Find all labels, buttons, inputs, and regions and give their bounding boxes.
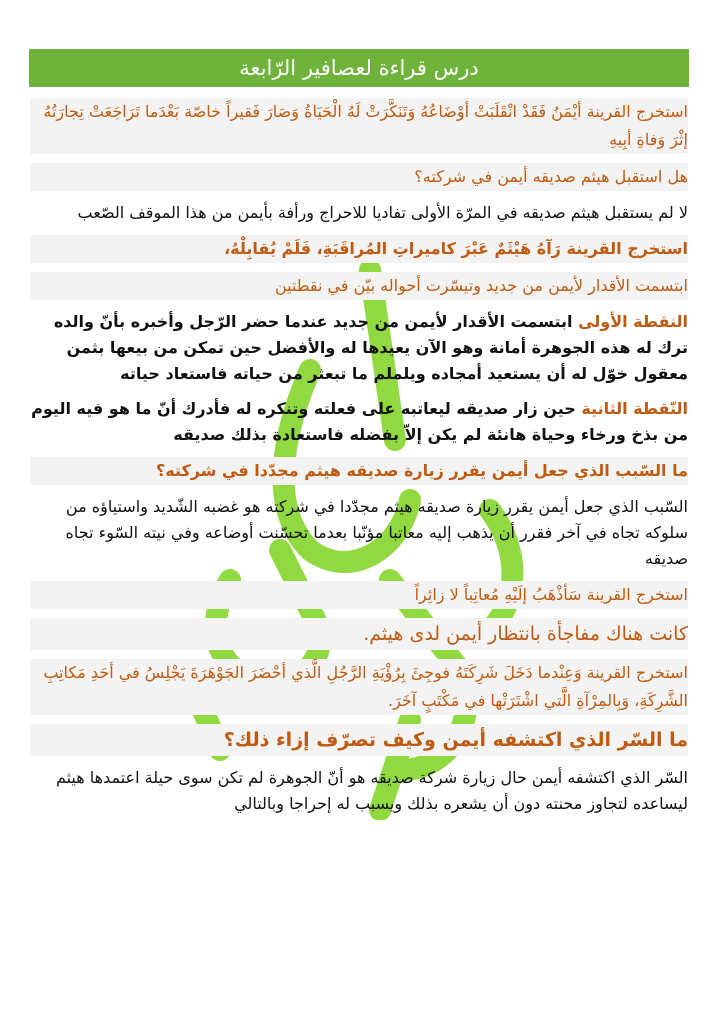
- section-14: [30, 765, 688, 817]
- section-12: [30, 659, 688, 715]
- title-banner: [29, 49, 689, 87]
- question-heading: هل استقبل هيثم صديقه أيمن في شركته؟: [30, 163, 688, 191]
- section-3: [30, 200, 688, 226]
- question-heading: ما السّبب الذي جعل أيمن يقرر زيارة صديقه هيثم مجدّدا في شركته؟: [30, 457, 688, 485]
- question-heading: ابتسمت الأقدار لأيمن من جديد وتيسّرت أحواله بيّن في نقطتين: [30, 272, 688, 300]
- point-label: النّقطة الثانية: [581, 399, 688, 418]
- section-7: [30, 396, 688, 448]
- section-11: [30, 618, 688, 650]
- question-heading: ما السّر الذي اكتشفه أيمن وكيف تصرّف إزاء ذلك؟: [30, 724, 688, 756]
- point-label: النقطة الأولى: [578, 312, 688, 331]
- section-13: [30, 724, 688, 756]
- section-1: [30, 98, 688, 154]
- section-9: [30, 494, 688, 572]
- section-10: [30, 581, 688, 609]
- evidence-prompt: استخرج القرينة وَعِنْدما دَخَلَ شَرِكَتَهُ فوجِئَ بِرُؤْيَةِ الرَّجُلِ الَّذي أحْضَرَ الجَوْهَرَةَ يَجْلِسُ في أحَدِ مَكاتِبِ الشَّرِكَةِ، وَبِالمِرْآةِ الَّتي اشْتَرَتْها في مَكْتَبٍ آخَرَ.: [30, 659, 688, 715]
- section-6: [30, 309, 688, 387]
- section-4: [30, 235, 688, 263]
- section-5: [30, 272, 688, 300]
- answer-text: لا لم يستقبل هيثم صديقه في المرّة الأولى تفاديا للاحراج ورأفة بأيمن من هذا الموقف الصّعب: [77, 203, 688, 222]
- answer-text: السّبب الذي جعل أيمن يقرر زيارة صديقه هيثم مجدّدا في شركته هو غضبه الشّديد واستياؤه من سلوكه تجاه في آخر فقرر أن يذهب إليه معاتبا مؤنّبا بعدما تحسّنت أوضاعه وفي نيته السّوء تجاه صديقه: [65, 497, 688, 568]
- question-heading: كانت هناك مفاجأة بانتظار أيمن لدى هيثم.: [30, 618, 688, 650]
- section-8: [30, 457, 688, 485]
- section-2: [30, 163, 688, 191]
- evidence-prompt: استخرج القرينة سَأذْهَبُ إلَيْهِ مُعاتِباً لا زائِراً: [30, 581, 688, 609]
- point-text: ابتسمت الأقدار لأيمن من جديد عندما حضر الرّجل وأخبره بأنّ والده ترك له هذه الجوهرة أمانة وهو الآن يعيدها له والأفضل حين تمكن من بيعها بثمن معقول خوّل له أن يستعيد أمجاده ويلملم ما تبعثر من حياته فاستعاد حياته: [53, 312, 688, 383]
- page-title: درس قراءة لعصافير الرّابعة: [239, 56, 479, 80]
- evidence-prompt: استخرج القرينة رَآهُ هَيْثَمٌ عَبْرَ كاميراتِ المُراقَبَةِ، فَلَمْ يُقابِلْهُ،: [30, 235, 688, 263]
- point-text: حين زار صديقه ليعاتبه على فعلته وتنكره له فأدرك أنّ ما هو فيه اليوم من بذخ ورخاء وحياة هانئة لم يكن إلاّ بفضله فاستعادة بذلك صديقه: [31, 399, 688, 444]
- evidence-prompt: استخرج القرينة أيْمَنُ فَقَدْ انْقَلَبَتْ أوْضَاعُهُ وَتَنَكَّرَتْ لَهُ الْحَيَاةُ وَصَارَ فَقيراً خاصّة بَعْدَما تَرَاجَعَتْ تِجارَتُهُ إثْرَ وَفاةِ أبِيهِ: [30, 98, 688, 154]
- answer-point: [30, 309, 688, 387]
- content-area: [30, 98, 688, 826]
- answer-text: السّر الذي اكتشفه أيمن حال زيارة شركة صديقه هو أنّ الجوهرة لم تكن سوى حيلة اعتمدها هيثم ليساعده لتجاوز محنته دون أن يشعره بذلك ويسبب له إحراجا وبالتالي: [55, 768, 688, 813]
- answer-point: [30, 396, 688, 448]
